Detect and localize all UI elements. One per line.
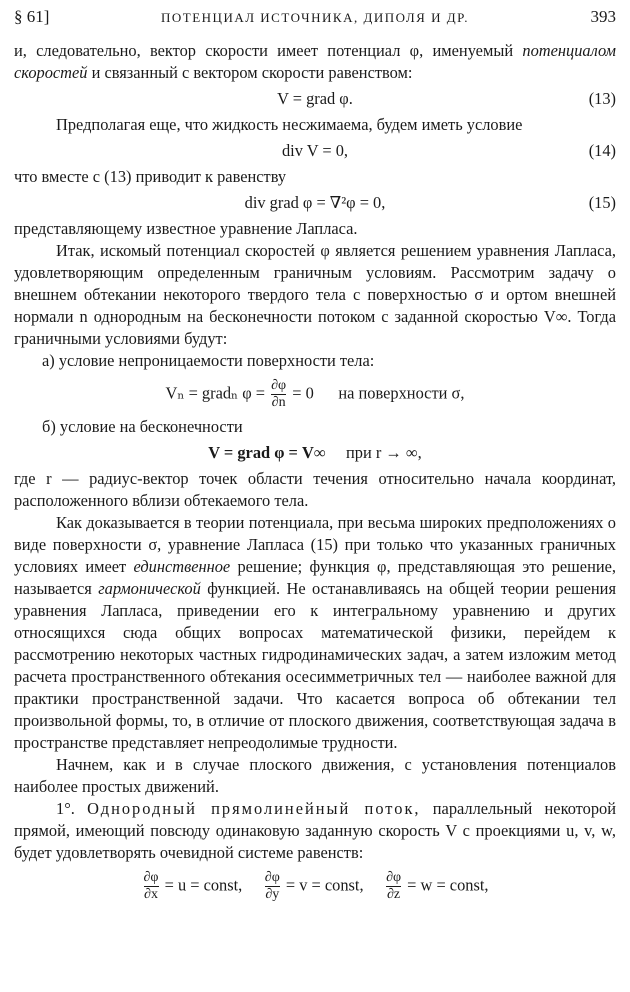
paragraph: Начнем, как и в случае плоского движения, с установления потенциалов наиболее простых движений. xyxy=(14,755,616,796)
equation-rhs: = 0 xyxy=(292,382,314,402)
equation-number: (13) xyxy=(588,89,616,108)
running-title: ПОТЕНЦИАЛ ИСТОЧНИКА, ДИПОЛЯ И ДР. xyxy=(161,10,469,25)
equation-expression: V = grad φ = V∞ xyxy=(208,443,326,462)
partial-fraction: $\frac{\partial\varphi}{\partial n}$ xyxy=(271,377,287,410)
equation-number: (14) xyxy=(588,141,616,160)
equation-note: при r → ∞, xyxy=(346,443,422,462)
equation-14 xyxy=(14,136,616,166)
equation-system: $\frac{\partial\varphi}{\partial x}$ = u = const, $\frac{\partial\varphi}{\partial y}$ = v = const, $\frac{\partial\varphi}{\partial z}$ = w = const, xyxy=(143,869,489,902)
equation-number: (15) xyxy=(588,193,616,212)
boundary-condition-infinity xyxy=(14,438,616,468)
paragraph: что вместе с (13) приводит к равенству xyxy=(14,167,287,186)
equation-expression: div V = 0, xyxy=(281,141,349,160)
partial-fraction: $\frac{\partial\varphi}{\partial y}$ xyxy=(264,869,280,902)
paragraph: где r — радиус-вектор точек области течения относительно начала координат, расположенного вблизи обтекаемого тела. xyxy=(14,469,616,510)
equation-expression: V = grad φ. xyxy=(277,89,353,108)
emphasis: гармонической xyxy=(98,579,201,598)
emphasis: потенциалом скоростей xyxy=(14,41,616,82)
section-number: § 61] xyxy=(14,7,50,26)
paragraph: Предполагая еще, что жидкость несжимаема, будем иметь условие xyxy=(56,115,523,134)
paragraph: и, следовательно, вектор скорости имеет потенциал φ, именуемый потенциалом скоростей и связанный с вектором скорости равенством: xyxy=(14,41,616,82)
partial-fraction: $\frac{\partial\varphi}{\partial z}$ xyxy=(386,869,402,902)
paragraph: представляющему известное уравнение Лапласа. xyxy=(14,219,358,238)
spaced-heading: Однородный прямолинейный поток, xyxy=(87,799,421,818)
partial-fraction: $\frac{\partial\varphi}{\partial x}$ xyxy=(143,869,159,902)
equation-15 xyxy=(14,188,616,218)
paragraph: 1°. Однородный прямолинейный поток, параллельный некоторой прямой, имеющий повсюду одинаковую заданную скорость V с проекциями u, v, w, будет удовлетворять очевидной системе равенств: xyxy=(14,799,616,862)
equation-13 xyxy=(14,84,616,114)
paragraph: Как доказывается в теории потенциала, при весьма широких предположениях о виде поверхности σ, уравнение Лапласа (15) при только что указанных граничных условиях имеет единственное решение; функция φ, представляющая это решение, называется гармонической функцией. Не останавливаясь на общей теории решения уравнения Лапласа, приведении его к интегральному уравнению и других относящихся сюда общих вопросах математической физики, перейдем к рассмотрению некоторых частных гидродинамических задач, а затем изложим метод расчета пространственного обтекания осесимметричных тел — наиболее важной для практики пространственной задачи. Что касается вопроса об обтекании тел произвольной формы, то, в отличие от плоского движения, соответствующая задача в пространстве представляет непреодолимые трудности. xyxy=(14,513,616,752)
paragraph: Итак, искомый потенциал скоростей φ является решением уравнения Лапласа, удовлетворяющим определенным граничным условиям. Рассмотрим задачу о внешнем обтекании некоторого твердого тела с поверхностью σ и ортом внешней нормали n однородным на бесконечности потоком с заданной скоростью V∞. Тогда граничными условиями будут: xyxy=(14,241,616,348)
page-body xyxy=(14,40,616,908)
list-item: а) условие непроницаемости поверхности тела: xyxy=(42,351,375,370)
running-header xyxy=(14,6,616,32)
emphasis: единственное xyxy=(133,557,231,576)
page-number: 393 xyxy=(590,7,616,26)
equation-expression: div grad φ = ∇²φ = 0, xyxy=(244,193,386,212)
equation-lhs: Vₙ = gradₙ φ = xyxy=(165,382,266,402)
list-item: б) условие на бесконечности xyxy=(42,417,243,436)
equation-note: на поверхности σ, xyxy=(338,382,465,402)
boundary-condition-surface xyxy=(14,372,616,416)
